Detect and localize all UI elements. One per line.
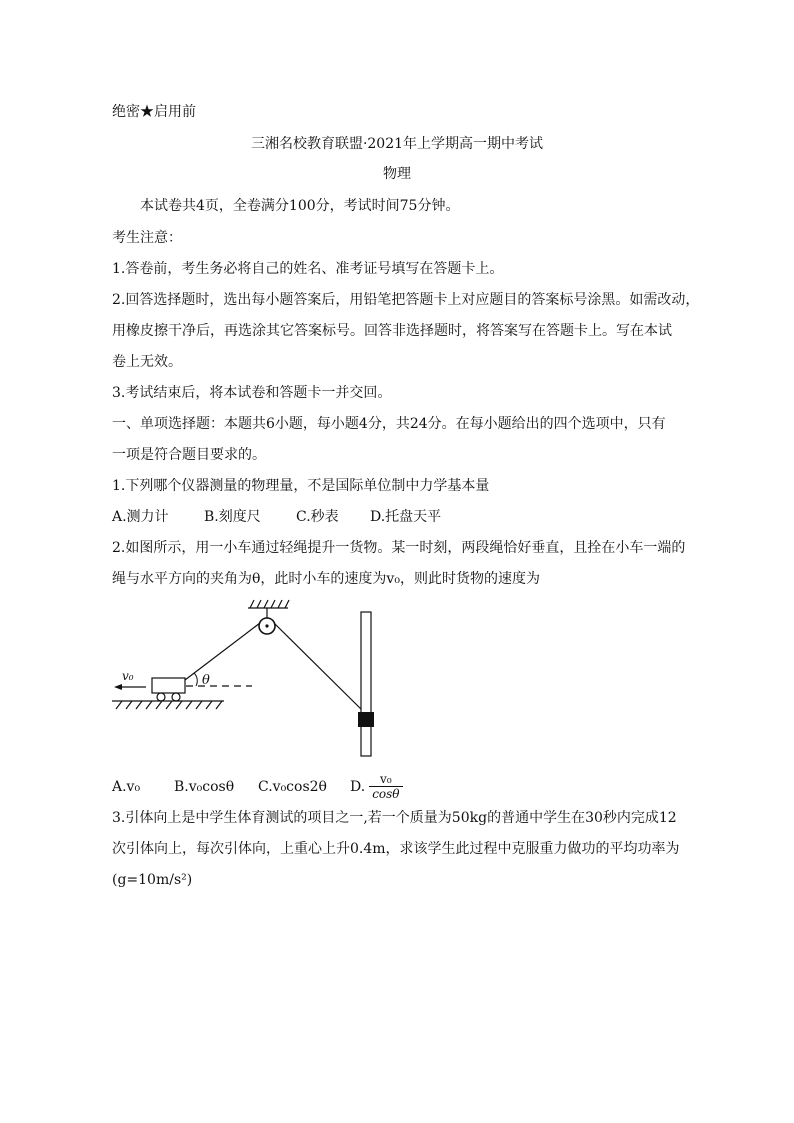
ground: [112, 701, 224, 709]
notice-item-3: 3.考试结束后，将本试卷和答题卡一并交回。: [112, 385, 392, 401]
q1-option-d: D.托盘天平: [370, 509, 442, 525]
vertical-rod: [361, 612, 371, 756]
notice-heading: 考生注意：: [112, 230, 182, 246]
subject-title: 物理: [383, 166, 411, 182]
question-3-stem-line-1: 3.引体向上是中学生体育测试的项目之一,若一个质量为50kg的普通中学生在30秒内完成12: [112, 810, 677, 826]
ceiling-support: [248, 600, 289, 618]
q2-option-a: A.v₀: [112, 778, 141, 795]
q2-option-d: D.: [350, 778, 366, 795]
question-2-stem-line-2: 绳与水平方向的夹角为θ，此时小车的速度为v₀，则此时货物的速度为: [112, 571, 540, 587]
velocity-label: v₀: [122, 669, 134, 683]
question-3-stem-line-3: (g=10m/s²): [112, 872, 193, 888]
exam-info: 本试卷共4页，全卷满分100分，考试时间75分钟。: [140, 198, 460, 214]
angle-label: θ: [202, 673, 210, 688]
q1-option-b: B.刻度尺: [204, 509, 261, 525]
question-1-options: [112, 507, 441, 527]
cargo-block: [358, 712, 374, 727]
secret-label: 绝密★启用前: [112, 104, 196, 120]
q2-option-c: C.v₀cos2θ: [258, 778, 327, 795]
q2-option-b: B.v₀cosθ: [174, 778, 235, 795]
exam-title: 三湘名校教育联盟·2021年上学期高一期中考试: [250, 136, 544, 152]
section-1-heading-line-2: 一项是符合题目要求的。: [112, 447, 266, 463]
fraction-numerator: v₀: [369, 772, 402, 787]
pulley: [259, 618, 275, 634]
question-3-stem-line-2: 次引体向上，每次引体向，上重心上升0.4m，求该学生此过程中克服重力做功的平均功率为: [112, 841, 680, 857]
question-2-stem-line-1: 2.如图所示，用一小车通过轻绳提升一货物。某一时刻，两段绳恰好垂直，且拴在小车一端的: [112, 540, 686, 556]
question-1-stem: 1.下列哪个仪器测量的物理量，不是国际单位制中力学基本量: [112, 478, 490, 494]
q1-option-c: C.秒表: [296, 509, 339, 525]
q2-option-d-fraction: [369, 772, 402, 801]
notice-item-1: 1.答卷前，考生务必将自己的姓名、准考证号填写在答题卡上。: [112, 261, 504, 277]
notice-item-2-line-1: 2.回答选择题时，选出每小题答案后，用铅笔把答题卡上对应题目的答案标号涂黑。如需改动，: [112, 292, 700, 308]
section-1-heading-line-1: 一、单项选择题：本题共6小题，每小题4分，共24分。在每小题给出的四个选项中，只有: [112, 416, 666, 432]
cart: [152, 678, 185, 701]
notice-item-2-line-2: 用橡皮擦干净后，再选涂其它答案标号。回答非选择题时，将答案写在答题卡上。写在本试: [112, 323, 672, 339]
pulley-cart-figure: [112, 596, 412, 762]
notice-item-2-line-3: 卷上无效。: [112, 354, 182, 370]
rope: [185, 623, 366, 714]
q1-option-a: A.测力计: [112, 509, 169, 525]
question-2-options: [112, 772, 403, 801]
angle-arc: [194, 673, 197, 686]
fraction-denominator: cosθ: [372, 787, 400, 801]
velocity-arrow: [114, 684, 146, 690]
